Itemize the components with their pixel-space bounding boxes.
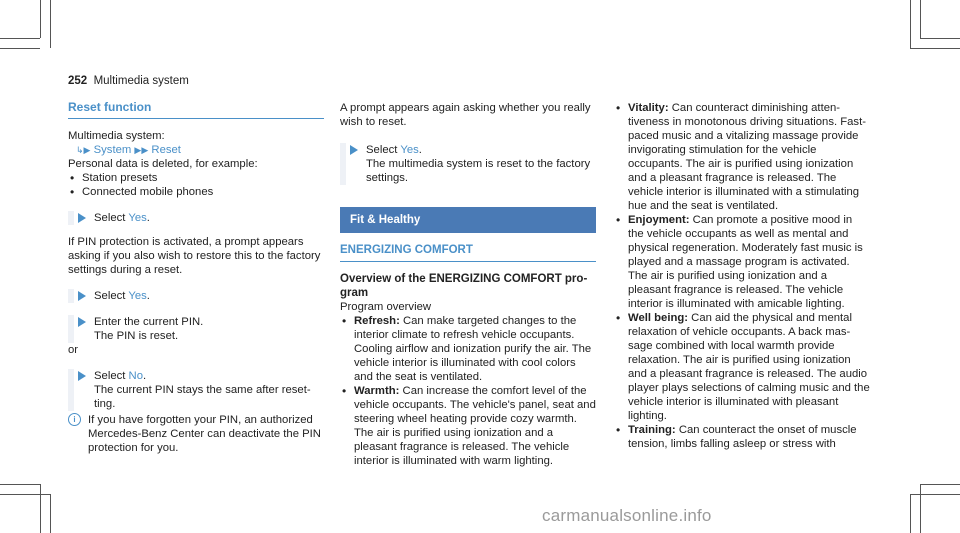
step-enter-pin (68, 315, 324, 343)
list-item-training (614, 423, 870, 451)
crop-mark (0, 494, 50, 495)
path-intro: Multimedia system: (68, 130, 165, 142)
definition: Can aid the physical and mental relaxation of vehicle occupants. A back massage combined with local warmth provide relaxation. The air is purified using ionization and a pleasant fragrance is released. The audio player plays selections of calming music and the vehicle interior is illuminated with pleasant lighting. (628, 312, 870, 422)
pin-paragraph: If PIN protection is activated, a prompt appears asking if you also wish to restore this to the factory settings during a reset. (68, 236, 321, 276)
prompt-paragraph: A prompt appears again asking whether you really wish to reset. (340, 102, 591, 128)
option-yes: Yes (400, 144, 419, 156)
list-item-enjoyment (614, 213, 870, 311)
column-2 (340, 101, 596, 468)
crop-mark (40, 0, 41, 38)
step-punct: . (143, 370, 147, 382)
info-icon: i (68, 413, 81, 426)
path-arrow-icon: ↳▶ (76, 145, 91, 155)
step-result: The current PIN stays the same after resetting. (94, 384, 311, 410)
option-yes: Yes (128, 290, 147, 302)
term: Enjoyment: (628, 214, 690, 226)
step-arrow-icon (78, 371, 86, 381)
step-arrow-icon (78, 291, 86, 301)
step-arrow-icon (78, 317, 86, 327)
step-select-yes (68, 211, 324, 225)
crop-mark (910, 48, 960, 49)
crop-mark (910, 0, 911, 48)
path-reset: Reset (151, 144, 181, 156)
program-list-cont (614, 101, 870, 451)
term: Training: (628, 424, 676, 436)
program-list (340, 314, 596, 468)
list-item: • Connected mobile phones (68, 185, 324, 199)
crop-mark (50, 494, 51, 533)
page-section: Multimedia system (93, 75, 189, 87)
step-arrow-icon (78, 213, 86, 223)
step-result: The multimedia system is reset to the factory settings. (366, 158, 591, 184)
menu-path (68, 143, 324, 157)
step-arrow-icon (350, 145, 358, 155)
option-yes: Yes (128, 212, 147, 224)
list-item-refresh (340, 314, 596, 384)
note-text: If you have forgotten your PIN, an authorized Mercedes-Benz Center can deactivate the PIN protection for you. (88, 414, 321, 454)
step-select-no (68, 369, 324, 411)
step-text: Select (94, 370, 129, 382)
term: Well being: (628, 312, 689, 324)
option-no: No (128, 370, 143, 382)
subsection-energizing-comfort: ENERGIZING COMFORT (340, 233, 596, 262)
term: Vitality: (628, 102, 669, 114)
definition: Can make targeted changes to the interior climate to refresh vehicle occupants. Cooling airflow and ionization purify the air. The vehicle interior is illuminated with cool colors and the seat is ventilated. (354, 315, 592, 383)
column-1 (68, 100, 324, 455)
definition: Can counteract diminishing attentiveness in monotonous driving situations. Fast-paced music and a vitalizing massage provide invigorating stimulation for the vehicle occupants. The air is purified using ionization and a pleasant fragrance is released. The vehicle interior is illuminated with a stimulating hue and the seat is ventilated. (628, 102, 866, 212)
or-label: or (68, 344, 79, 356)
section-title-reset: Reset function (68, 100, 324, 119)
list-item: • Station presets (68, 171, 324, 185)
list-item-vitality (614, 101, 870, 213)
crop-mark (0, 484, 40, 485)
crop-mark (0, 48, 40, 49)
column-3 (614, 101, 870, 451)
overview-label: Program overview (340, 301, 432, 313)
step-select-yes-pin (68, 289, 324, 303)
step-result: The PIN is reset. (94, 330, 179, 342)
step-text: Select (366, 144, 401, 156)
step-select-yes-reset (340, 143, 596, 185)
crop-mark (920, 38, 960, 39)
page-number: 252 (68, 75, 88, 87)
step-punct: . (146, 212, 150, 224)
crop-mark (50, 0, 51, 48)
definition: Can counteract the onset of muscle tension, limbs falling asleep or stress with (628, 424, 857, 450)
watermark: carmanualsonline.info (542, 506, 712, 525)
term: Refresh: (354, 315, 400, 327)
step-punct: . (146, 290, 150, 302)
path-forward-icon: ▶▶ (134, 145, 149, 155)
step-text: Select (94, 212, 129, 224)
crop-mark (920, 484, 921, 533)
definition: Can increase the comfort level of the vehicle occupants. The vehicle's panel, seat and steering wheel heating provide cozy warmth. The air is purified using ionization and a pleasant fragrance is released. The vehicle interior is illuminated with warm lighting. (354, 385, 596, 467)
overview-title: Overview of the ENERGIZING COMFORT program (340, 273, 588, 299)
term: Warmth: (354, 385, 400, 397)
step-text: Select (94, 290, 129, 302)
crop-mark (910, 494, 911, 533)
crop-mark (920, 484, 960, 485)
crop-mark (920, 0, 921, 38)
crop-mark (40, 484, 41, 533)
reset-description: Personal data is deleted, for example: (68, 158, 258, 170)
definition: Can promote a positive mood in the vehicle occupants as well as mental and physical regeneration. Moderately fast music is played and a massage program is activated. The air is purified using ionization and a pleasant fragrance is released. The vehicle interior is illuminated with amicable lighting. (628, 214, 863, 310)
section-banner-fit-healthy: Fit & Healthy (340, 207, 596, 233)
step-text: Enter the current PIN. (94, 316, 204, 328)
crop-mark (0, 38, 40, 39)
crop-mark (910, 494, 960, 495)
page-header (68, 74, 189, 88)
pin-note (68, 413, 324, 455)
path-system: System (93, 144, 132, 156)
step-punct: . (418, 144, 422, 156)
list-item-warmth (340, 384, 596, 468)
deleted-data-list (68, 171, 324, 199)
list-item-well-being (614, 311, 870, 423)
